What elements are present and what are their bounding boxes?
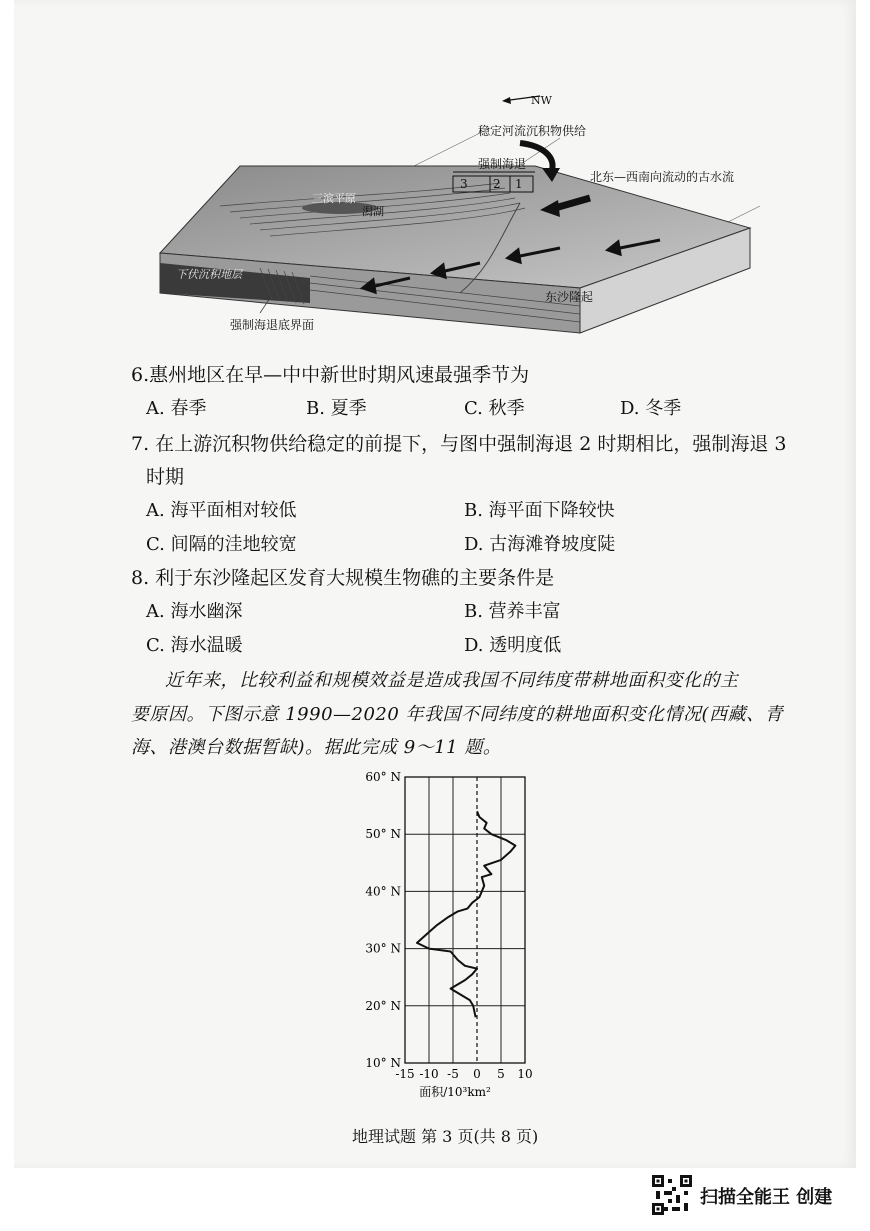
q7-option-b: B. 海平面下降较快 — [464, 500, 615, 521]
farmland-change-chart — [350, 765, 550, 1099]
y-tick-label: 20° N — [365, 998, 401, 1013]
q6-option-d: D. 冬季 — [620, 398, 682, 419]
qr-code-icon — [652, 1175, 692, 1215]
q8-option-b: B. 营养丰富 — [464, 601, 561, 622]
y-tick-label: 50° N — [365, 827, 401, 842]
x-tick-label: 0 — [473, 1067, 481, 1081]
x-axis-label: 面积/10³km² — [419, 1085, 491, 1099]
q6-stem: 6.惠州地区在早—中中新世时期风速最强季节为 — [131, 364, 530, 386]
y-tick-label: 10° N — [365, 1056, 401, 1070]
q7-stem-line2: 时期 — [146, 466, 185, 488]
y-tick-label: 60° N — [365, 770, 401, 784]
supply-label: 稳定河流沉积物供给 — [478, 124, 587, 138]
q8-option-d: D. 透明度低 — [464, 635, 562, 656]
x-tick-label: -10 — [419, 1067, 439, 1081]
plot-frame — [405, 777, 525, 1063]
stage-1: 1 — [515, 177, 523, 191]
stage-3: 3 — [460, 177, 468, 191]
nw-label: NW — [531, 94, 552, 107]
passage-line-1: 近年来，比较利益和规模效益是造成我国不同纬度带耕地面积变化的主 — [165, 670, 739, 691]
y-tick-label: 40° N — [365, 884, 401, 899]
paleocurrent-label: 北东—西南向流动的古水流 — [590, 170, 735, 184]
stage-2: 2 — [493, 177, 501, 191]
q6-option-c: C. 秋季 — [464, 398, 525, 419]
x-tick-label: 10 — [517, 1067, 533, 1081]
x-tick-label: -5 — [447, 1067, 459, 1081]
q8-option-a: A. 海水幽深 — [146, 601, 243, 622]
plain-label: 三滨平原 — [312, 192, 356, 205]
basement-label: 下伏沉积地层 — [176, 268, 242, 281]
q8-option-c: C. 海水温暖 — [146, 635, 243, 656]
surface-label: 强制海退底界面 — [230, 318, 315, 332]
lagoon-label: 潟湖 — [362, 205, 384, 218]
q6-option-a: A. 春季 — [146, 398, 207, 419]
block-diagram — [160, 88, 770, 338]
dongsha-label: 东沙隆起 — [545, 290, 594, 304]
page-footer: 地理试题 第 3 页(共 8 页) — [352, 1127, 539, 1146]
q8-stem: 8. 利于东沙隆起区发育大规模生物礁的主要条件是 — [131, 567, 555, 589]
passage-line-2: 要原因。下图示意 1990—2020 年我国不同纬度的耕地面积变化情况(西藏、青 — [131, 704, 784, 725]
regression-label: 强制海退 — [478, 157, 527, 171]
y-tick-label: 30° N — [365, 941, 401, 956]
q6-option-b: B. 夏季 — [306, 398, 367, 419]
x-tick-label: -15 — [395, 1067, 415, 1081]
scanner-watermark: 扫描全能王 创建 — [700, 1187, 833, 1208]
passage-line-3: 海、港澳台数据暂缺)。据此完成 9～11 题。 — [131, 737, 502, 758]
q7-stem-line1: 7. 在上游沉积物供给稳定的前提下，与图中强制海退 2 时期相比，强制海退 3 — [131, 433, 787, 455]
q7-option-c: C. 间隔的洼地较宽 — [146, 534, 297, 555]
q7-option-d: D. 古海滩脊坡度陡 — [464, 534, 616, 555]
x-tick-label: 5 — [497, 1067, 505, 1081]
q7-option-a: A. 海平面相对较低 — [146, 500, 297, 521]
